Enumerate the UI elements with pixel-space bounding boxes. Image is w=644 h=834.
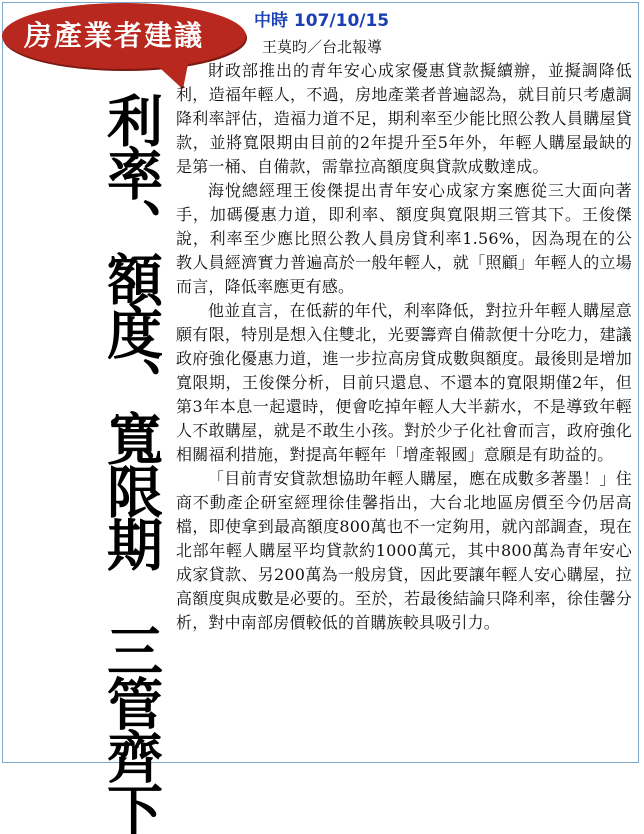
- paragraph: 財政部推出的青年安心成家優惠貸款擬續辦，並擬調降低利，造福年輕人，不過，房地產業者普遍認為，就目前只考慮調降利率評估，造福力道不足，期利率至少能比照公教人員購屋貸款，並將寬限期由目前的2年提升至5年外，年輕人購屋最缺的是第一桶、自備款，需靠拉高額度與貸款成數達成。: [176, 61, 632, 176]
- byline: 王莫昀／台北報導: [262, 38, 383, 56]
- headline: 利率、額度、寬限期 三管齊下: [98, 92, 163, 834]
- article-body: [176, 59, 632, 635]
- paragraph: 「目前青安貸款想協助年輕人購屋，應在成數多著墨！」住商不動產企研室經理徐佳馨指出，大台北地區房價至今仍居高檔，即使拿到最高額度800萬也不一定夠用，就內部調查，現在北部年輕人購屋平均貸款約1000萬元，其中800萬為青年安心成家貸款、另200萬為一般房貸，因此要讓年輕人安心購屋，拉高額度與成數是必要的。至於，若最後結論只降利率，徐佳馨分析，對中南部房價較低的首購族較具吸引力。: [176, 469, 632, 632]
- source-date: 中時 107/10/15: [254, 11, 390, 31]
- section-tag: 房產業者建議: [24, 19, 205, 52]
- paragraph: 海悅總經理王俊傑提出青年安心成家方案應從三大面向著手，加碼優惠力道，即利率、額度與寬限期三管其下。王俊傑說，利率至少應比照公教人員房貸利率1.56%，因為現在的公教人員經濟實力普遍高於一般年輕人，就「照顧」年輕人的立場而言，降低率應更有感。: [176, 181, 632, 296]
- paragraph: 他並直言，在低薪的年代，利率降低，對拉升年輕人購屋意願有限，特別是想入住雙北，光要籌齊自備款便十分吃力，建議政府強化優惠力道，進一步拉高房貸成數與額度。最後則是增加寬限期，王俊傑分析，目前只還息、不還本的寬限期僅2年，但第3年本息一起還時，便會吃掉年輕人大半薪水，不是導致年輕人不敢購屋，就是不敢生小孩。對於少子化社會而言，政府強化相關福利措施，對提高年輕年「增產報國」意願是有助益的。: [176, 301, 632, 464]
